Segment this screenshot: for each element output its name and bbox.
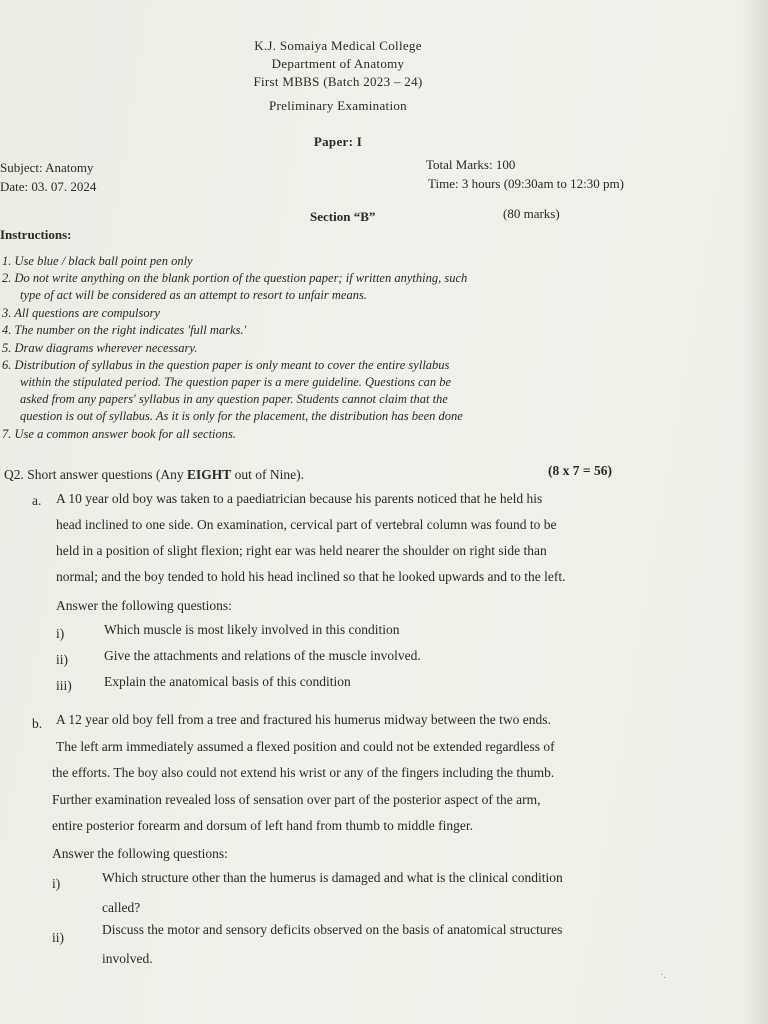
instruction-line: 4. The number on the right indicates 'full marks.' [2, 323, 247, 337]
batch-line: First MBBS (Batch 2023 – 24) [253, 74, 423, 89]
date-line: Date: 03. 07. 2024 [0, 179, 97, 194]
question-b-sub-text: Discuss the motor and sensory deficits observed on the basis of anatomical structures [102, 922, 563, 937]
subject-line: Subject: Anatomy [0, 160, 94, 175]
question-b-line: Further examination revealed loss of sensation over part of the posterior aspect of the arm, [52, 792, 541, 807]
question-a-line: normal; and the boy tended to hold his head inclined so that he looked upwards and to the left. [56, 569, 566, 584]
question-b-line: The left arm immediately assumed a flexed position and could not be extended regardless of [56, 739, 555, 754]
question-b-label: b. [32, 716, 43, 731]
question-b-sub-num: ii) [52, 930, 64, 945]
question-a-line: Answer the following questions: [56, 598, 232, 613]
q2-heading-post: out of Nine). [231, 467, 304, 482]
q2-heading-pre: Q2. Short answer questions (Any [4, 467, 187, 482]
exam-title: Preliminary Examination [269, 98, 407, 113]
q2-marks: (8 x 7 = 56) [548, 463, 612, 478]
question-b-sub-num: i) [52, 876, 61, 891]
paper-title: Paper: I [313, 134, 363, 149]
question-a-line: head inclined to one side. On examination, cervical part of vertebral column was found to be [56, 517, 557, 532]
page-shadow-edge [742, 0, 768, 1024]
question-b-line: the efforts. The boy also could not extend his wrist or any of the fingers including the thumb. [52, 765, 555, 780]
instruction-line: type of act will be considered as an attempt to resort to unfair means. [20, 288, 367, 302]
section-marks: (80 marks) [503, 206, 560, 221]
instruction-line: 5. Draw diagrams wherever necessary. [2, 341, 198, 355]
instruction-line: 2. Do not write anything on the blank portion of the question paper; if written anything, such [2, 271, 468, 285]
section-title: Section “B” [310, 209, 376, 224]
instruction-line: question is out of syllabus. As it is only for the placement, the distribution has been done [20, 409, 463, 423]
college-name: K.J. Somaiya Medical College [254, 38, 422, 53]
time-line: Time: 3 hours (09:30am to 12:30 pm) [428, 176, 624, 191]
instruction-line: within the stipulated period. The question paper is a mere guideline. Questions can be [20, 375, 452, 389]
instruction-line: 1. Use blue / black ball point pen only [2, 254, 193, 268]
question-b-sub-text: Which structure other than the humerus is damaged and what is the clinical condition [102, 870, 563, 885]
question-b-sub-text-cont: involved. [102, 951, 153, 966]
question-a-sub-text: Which muscle is most likely involved in this condition [104, 622, 400, 637]
q2-heading [4, 467, 304, 483]
question-b-line: A 12 year old boy fell from a tree and fractured his humerus midway between the two ends. [56, 712, 551, 727]
paper-speck: ·. [660, 970, 666, 981]
q2-heading-count: EIGHT [186, 467, 232, 482]
instruction-line: 3. All questions are compulsory [2, 306, 160, 320]
total-marks: Total Marks: 100 [426, 157, 516, 172]
instruction-line: 6. Distribution of syllabus in the question paper is only meant to cover the entire syllabus [2, 358, 450, 372]
question-a-sub-num: iii) [56, 678, 72, 693]
question-b-line: entire posterior forearm and dorsum of left hand from thumb to middle finger. [52, 818, 474, 833]
question-a-sub-text: Give the attachments and relations of the muscle involved. [104, 648, 421, 663]
instructions-heading: Instructions: [0, 227, 72, 242]
question-a-label: a. [32, 493, 42, 508]
question-a-sub-num: i) [56, 626, 65, 641]
question-a-sub-text: Explain the anatomical basis of this condition [104, 674, 351, 689]
question-b-line: Answer the following questions: [52, 846, 228, 861]
question-a-line: A 10 year old boy was taken to a paediatrician because his parents noticed that he held his [56, 491, 543, 506]
department-name: Department of Anatomy [271, 56, 405, 71]
question-b-sub-text-cont: called? [102, 900, 141, 915]
question-a-line: held in a position of slight flexion; right ear was held nearer the shoulder on right side than [56, 543, 547, 558]
question-a-sub-num: ii) [56, 652, 68, 667]
instruction-line: 7. Use a common answer book for all sections. [2, 427, 237, 441]
instruction-line: asked from any papers' syllabus in any question paper. Students cannot claim that the [20, 392, 448, 406]
